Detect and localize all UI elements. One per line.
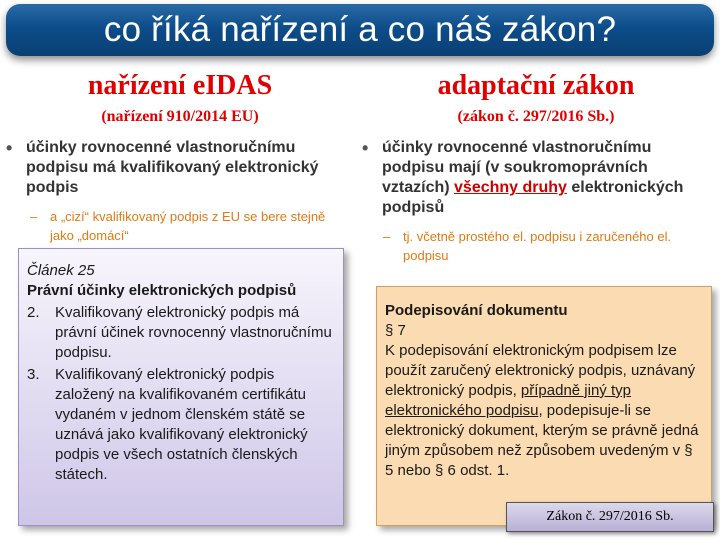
law-section-box [376, 286, 712, 526]
article-number: Článek 25 [27, 262, 95, 279]
right-sub-bullet [383, 227, 708, 265]
bullet-dot-icon: • [362, 138, 369, 158]
right-column-header [372, 70, 700, 126]
dash-icon: – [30, 209, 38, 224]
article-item [27, 365, 337, 485]
law-section-number: § 7 [385, 322, 406, 339]
right-bullet-text-1: účinky rovnocenné vlastnoručnímu podpisu mají (v soukromoprávních vztazích) [382, 139, 652, 196]
item-text: Kvalifikovaný elektronický podpis založený na kvalifikovaném certifikátu vydaném v jednom členském státě se uznává jako kvalifikovaný elektronický podpis ve všech ostatních členských státech. [55, 366, 308, 483]
article-25-box [18, 248, 344, 526]
left-bullet [6, 138, 351, 198]
right-bullet-text-2: elektronických podpisů [382, 179, 684, 216]
right-subheading: (zákon č. 297/2016 Sb.) [457, 108, 615, 125]
left-subheading: (nařízení 910/2014 EU) [101, 108, 259, 125]
law-text-1: K podepisování elektronickým podpisem lze použít zaručený elektronický podpis, uznávaný elektronický podpis, [385, 342, 696, 399]
bullet-dot-icon: • [6, 138, 13, 158]
item-number: 3. [27, 366, 40, 383]
right-bullet [362, 138, 712, 218]
dash-icon: – [383, 229, 391, 244]
law-text-2: , podepisuje-li se elektronický dokument, kterým se právně jedná jiným způsobem než způsobem uvedeným v § 5 nebo § 6 odst. 1. [385, 402, 699, 479]
right-bullet-highlight: všechny druhy [454, 179, 567, 196]
left-sub-bullet-text: a „cizí“ kvalifikovaný podpis z EU se bere stejně jako „domácí“ [50, 209, 326, 243]
right-heading: adaptační zákon [437, 70, 635, 101]
article-item [27, 303, 337, 363]
item-number: 2. [27, 304, 40, 321]
left-column-header [20, 70, 340, 126]
left-sub-bullet [30, 207, 350, 245]
left-heading: nařízení eIDAS [87, 70, 273, 101]
title-banner [6, 4, 714, 56]
left-bullet-text: účinky rovnocenné vlastnoručnímu podpisu má kvalifikovaný elektronický podpis [26, 139, 319, 196]
slide-title: co říká nařízení a co náš zákon? [103, 10, 617, 49]
item-text: Kvalifikovaný elektronický podpis má právní účinek rovnocenný vlastnoručnímu podpisu. [55, 304, 332, 361]
law-text-underlined: případně jiný typ elektronického podpisu [385, 382, 631, 419]
law-citation-badge: Zákon č. 297/2016 Sb. [506, 502, 714, 532]
right-sub-bullet-text: tj. včetně prostého el. podpisu i zaručeného el. podpisu [403, 229, 672, 263]
law-box-title: Podepisování dokumentu [385, 302, 568, 319]
article-title: Právní účinky elektronických podpisů [27, 282, 297, 299]
law-section-text [385, 341, 701, 481]
